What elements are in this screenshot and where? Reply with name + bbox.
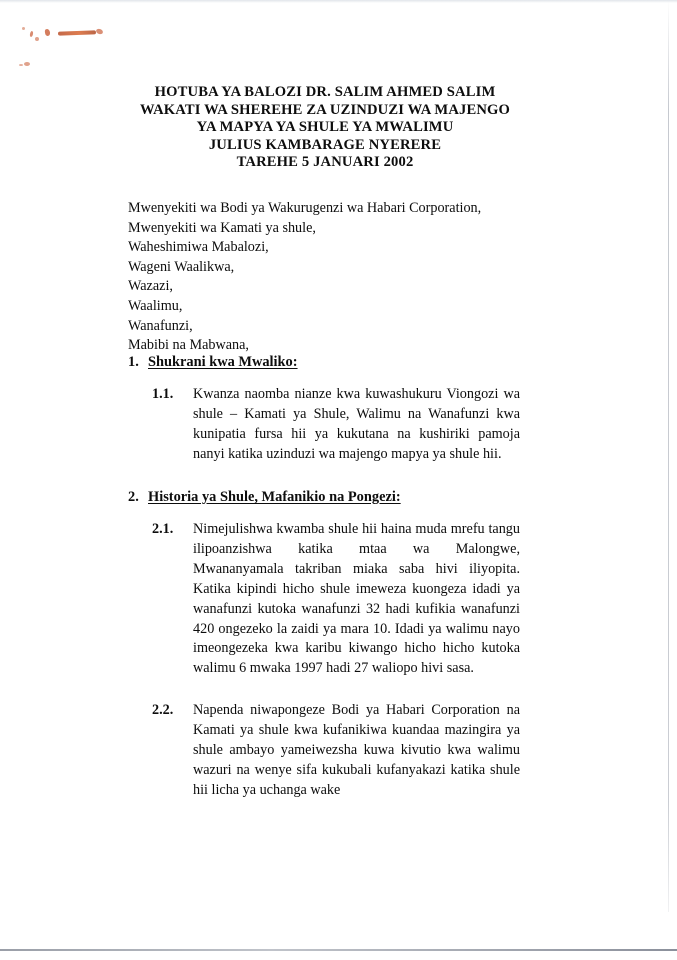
paragraph-text: Napenda niwapongeze Bodi ya Habari Corporation na Kamati ya shule kwa kufanikiwa kuandaa mazingira ya shule ambayo yameiwezsha kuwa kivutio kwa walimu wazuri na wenye sifa kukubali kufanyakazi katika shule hii licha ya uchanga wake xyxy=(193,702,520,798)
ink-speck-icon xyxy=(19,64,23,66)
section-shukrani-kwa-mwaliko xyxy=(128,353,520,465)
ink-speck-icon xyxy=(29,31,33,37)
ink-speck-icon xyxy=(95,28,103,35)
section-heading xyxy=(128,488,520,506)
paragraph xyxy=(128,385,520,465)
title-line-3: YA MAPYA YA SHULE YA MWALIMU xyxy=(196,119,454,136)
ink-speck-icon xyxy=(45,29,51,37)
title-line-1: HOTUBA YA BALOZI DR. SALIM AHMED SALIM xyxy=(154,84,496,100)
salutation-line: Mwenyekiti wa Kamati ya shule, xyxy=(128,219,316,236)
salutation-block xyxy=(128,199,558,356)
section-heading-text: Shukrani kwa Mwaliko: xyxy=(148,354,298,370)
paragraph-text: Kwanza naomba nianze kwa kuwashukuru Viongozi wa shule – Kamati ya Shule, Walimu na Wanafunzi kwa kunipatia fursa hii ya kukutana na kushiriki pamoja nanyi katika uzinduzi wa majengo mapya ya shule hii. xyxy=(193,386,520,462)
title-line-4: JULIUS KAMBARAGE NYERERE xyxy=(208,136,442,153)
paragraph xyxy=(128,701,520,801)
ink-speck-icon xyxy=(24,62,30,66)
salutation-line: Wanafunzi, xyxy=(128,317,193,334)
ink-speck-icon xyxy=(35,37,39,41)
section-number: 1. xyxy=(128,354,139,370)
salutation-line: Waheshimiwa Mabalozi, xyxy=(128,239,269,256)
salutation-line: Waalimu, xyxy=(128,297,183,314)
salutation-line: Wageni Waalikwa, xyxy=(128,258,235,275)
paragraph-number: 2.2. xyxy=(152,702,174,719)
title-line-2: WAKATI WA SHEREHE ZA UZINDUZI WA MAJENGO xyxy=(139,101,511,118)
salutation-line: Mabibi na Mabwana, xyxy=(128,337,249,354)
scan-edge-right xyxy=(668,0,669,912)
paragraph xyxy=(128,520,520,679)
section-number: 2. xyxy=(128,489,139,505)
document-title xyxy=(90,84,560,172)
ink-speck-icon xyxy=(22,27,25,30)
salutation-line: Wazazi, xyxy=(128,278,173,295)
section-heading-text: Historia ya Shule, Mafanikio na Pongezi: xyxy=(148,489,401,505)
scan-edge-top xyxy=(0,0,677,3)
paragraph-number: 2.1. xyxy=(152,521,174,537)
ink-stroke-icon xyxy=(58,30,96,35)
section-historia-ya-shule xyxy=(128,488,520,801)
paragraph-text: Nimejulishwa kwamba shule hii haina muda mrefu tangu ilipoanzishwa katika mtaa wa Malongwe, Mwananyamala takriban miaka saba hivi iliyopita. Katika kipindi hicho shule imeweza kuongeza idadi ya wanafunzi kutoka wanafunzi 32 hadi kufikia wanafunzi 420 ongezeko la zaidi ya mara 10. Idadi ya walimu nayo imeongezeka kwa karibu kiwango hicho hicho kutoka walimu 6 mwaka 1997 hadi 27 waliopo hivi sasa. xyxy=(193,521,520,677)
section-heading xyxy=(128,353,520,371)
scan-edge-bottom xyxy=(0,949,677,951)
paragraph-number: 1.1. xyxy=(152,386,174,402)
title-line-5: TAREHE 5 JANUARI 2002 xyxy=(236,154,414,171)
salutation-line: Mwenyekiti wa Bodi ya Wakurugenzi wa Habari Corporation, xyxy=(128,200,482,216)
